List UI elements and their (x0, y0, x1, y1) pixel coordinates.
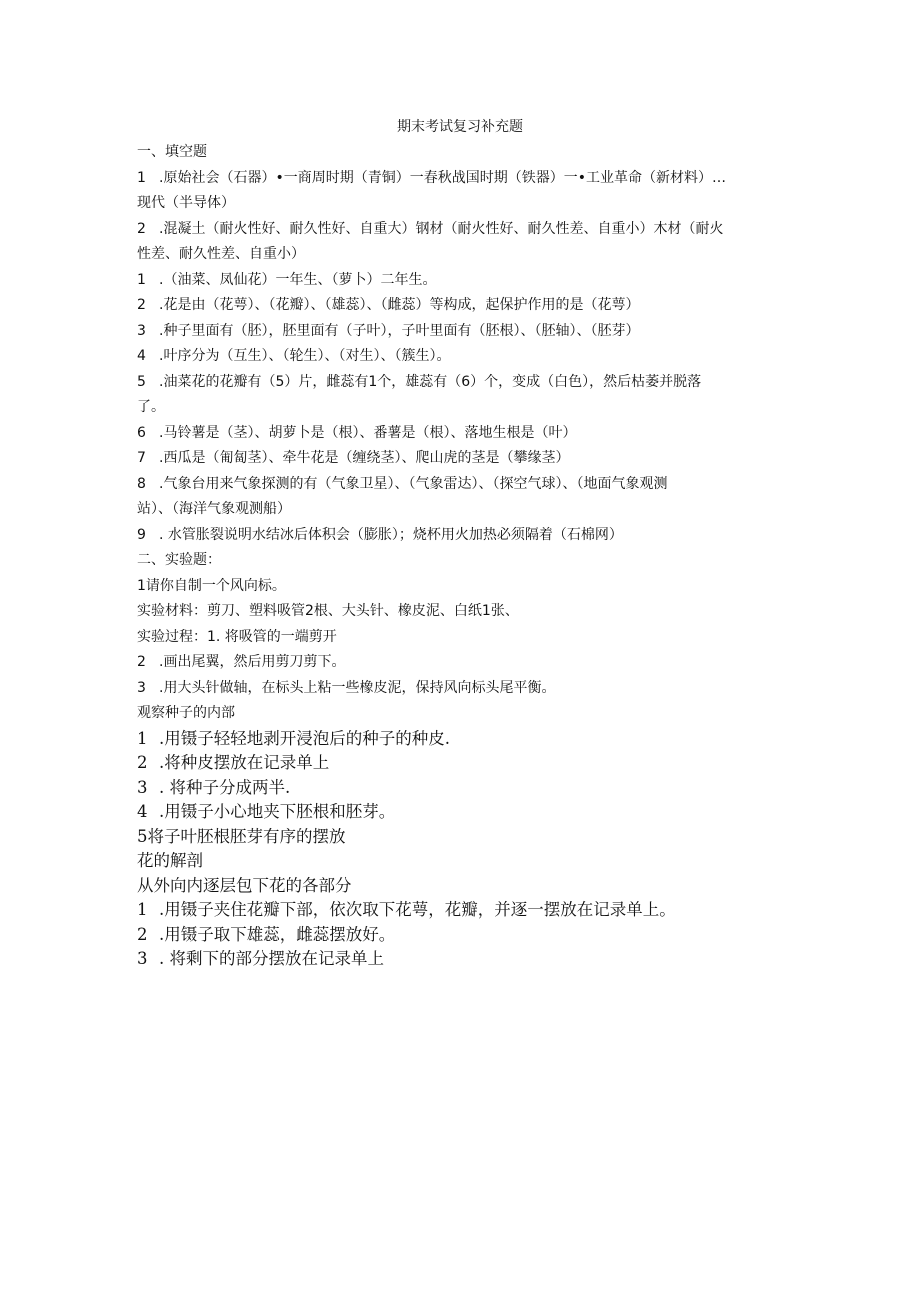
list-item-continuation: 站）、（海洋气象观测船） (137, 501, 291, 517)
seed-heading: 观察种子的内部 (137, 705, 235, 721)
list-item (137, 727, 787, 752)
list-item (137, 800, 787, 825)
item-text: .（油菜、凤仙花）一年生、（萝卜）二年生。 (159, 271, 437, 288)
item-text: .种子里面有（胚），胚里面有（子叶），子叶里面有（胚根）、（胚轴）、（胚芽） (159, 322, 640, 339)
list-item-continuation: 现代（半导体） (137, 195, 235, 211)
item-number: 1 (137, 728, 148, 748)
seed-last-step: 5将子叶胚根胚芽有序的摆放 (137, 826, 346, 846)
item-number: 2 (137, 753, 148, 772)
section-heading-experiment: 二、实验题： (137, 552, 221, 568)
item-number: 3 (137, 777, 148, 797)
item-text: .用大头针做轴，在标头上粘一些橡皮泥，保持风向标头尾平衡。 (159, 679, 556, 696)
list-item (137, 446, 787, 472)
item-number: 2 (137, 924, 148, 944)
list-item (137, 293, 787, 319)
list-item (137, 217, 787, 243)
item-text: .将种皮摆放在记录单上 (159, 753, 330, 772)
list-item (137, 923, 787, 948)
item-number: 2 (137, 297, 146, 313)
item-number: 4 (137, 802, 148, 821)
item-text: .马铃薯是（茎）、胡萝卜是（根）、番薯是（根）、落地生根是（叶） (159, 424, 577, 441)
list-item-continuation: 了。 (137, 399, 165, 415)
list-item (137, 319, 787, 345)
item-text: .用镊子轻轻地剥开浸泡后的种子的种皮. (159, 728, 450, 748)
list-item (137, 776, 787, 801)
item-text: .用镊子夹住花瓣下部，依次取下花萼，花瓣，并逐一摆放在记录单上。 (159, 900, 676, 919)
item-number: 6 (137, 424, 146, 441)
list-item (137, 947, 787, 972)
item-text: . 水管胀裂说明水结冰后体积会（膨胀）；烧杯用火加热必须隔着（石棉网） (159, 526, 623, 543)
list-item-continuation: 性差、耐久性差、自重小） (137, 246, 305, 262)
item-text: .油菜花的花瓣有（5）片，雌蕊有1个，雄蕊有（6）个，变成（白色），然后枯萎并脱落 (159, 373, 702, 390)
item-number: 3 (137, 949, 148, 968)
list-item (137, 898, 787, 923)
experiment-process: 实验过程：1. 将吸管的一端剪开 (137, 628, 337, 645)
item-number: 1 (137, 900, 148, 919)
list-item (137, 370, 787, 396)
item-text: . 将种子分成两半. (159, 777, 291, 797)
item-number: 5 (137, 373, 146, 390)
flower-heading: 花的解剖 (137, 851, 203, 870)
item-number: 1 (137, 169, 146, 186)
item-text: .西瓜是（匍匐茎）、牵牛花是（缠绕茎）、爬山虎的茎是（攀缘茎） (159, 450, 570, 466)
list-item (137, 751, 787, 776)
item-number: 3 (137, 322, 146, 339)
item-number: 8 (137, 475, 146, 492)
list-item (137, 344, 787, 370)
item-text: .叶序分为（互生）、（轮生）、（对生）、（簇生）。 (159, 348, 451, 364)
list-item (137, 268, 787, 294)
item-number: 1 (137, 271, 146, 288)
flower-subheading: 从外向内逐层包下花的各部分 (137, 875, 352, 895)
list-item (137, 421, 787, 447)
list-item (137, 523, 787, 549)
item-number: 4 (137, 348, 146, 364)
list-item (137, 650, 787, 676)
section-heading-fill-in: 一、填空题 (137, 144, 207, 160)
list-item (137, 472, 787, 498)
experiment-task: 1请你自制一个风向标。 (137, 577, 286, 594)
list-item (137, 166, 787, 192)
page-title: 期末考试复习补充题 (397, 119, 523, 135)
document-body (137, 140, 787, 972)
item-text: .用镊子小心地夹下胚根和胚芽。 (159, 802, 396, 821)
item-number: 9 (137, 526, 146, 543)
item-number: 2 (137, 654, 146, 670)
item-text: .花是由（花萼）、（花瓣）、（雄蕊）、（雌蕊）等构成，起保护作用的是（花萼） (159, 297, 640, 313)
item-text: . 将剩下的部分摆放在记录单上 (159, 949, 384, 968)
item-number: 3 (137, 679, 146, 696)
list-item (137, 676, 787, 702)
item-number: 7 (137, 450, 146, 466)
item-text: .用镊子取下雄蕊，雌蕊摆放好。 (159, 924, 396, 944)
item-number: 2 (137, 220, 146, 237)
item-text: .气象台用来气象探测的有（气象卫星）、（气象雷达）、（探空气球）、（地面气象观测 (159, 475, 668, 492)
item-text: .原始社会（石器）•一商周时期（青铜）一春秋战国时期（铁器）一•工业革命（新材料）… (159, 169, 726, 186)
item-text: .混凝土（耐火性好、耐久性好、自重大）钢材（耐火性好、耐久性差、自重小）木材（耐火 (159, 220, 724, 237)
item-text: .画出尾翼，然后用剪刀剪下。 (159, 654, 346, 670)
experiment-materials: 实验材料：剪刀、塑料吸管2根、大头针、橡皮泥、白纸1张、 (137, 603, 519, 619)
